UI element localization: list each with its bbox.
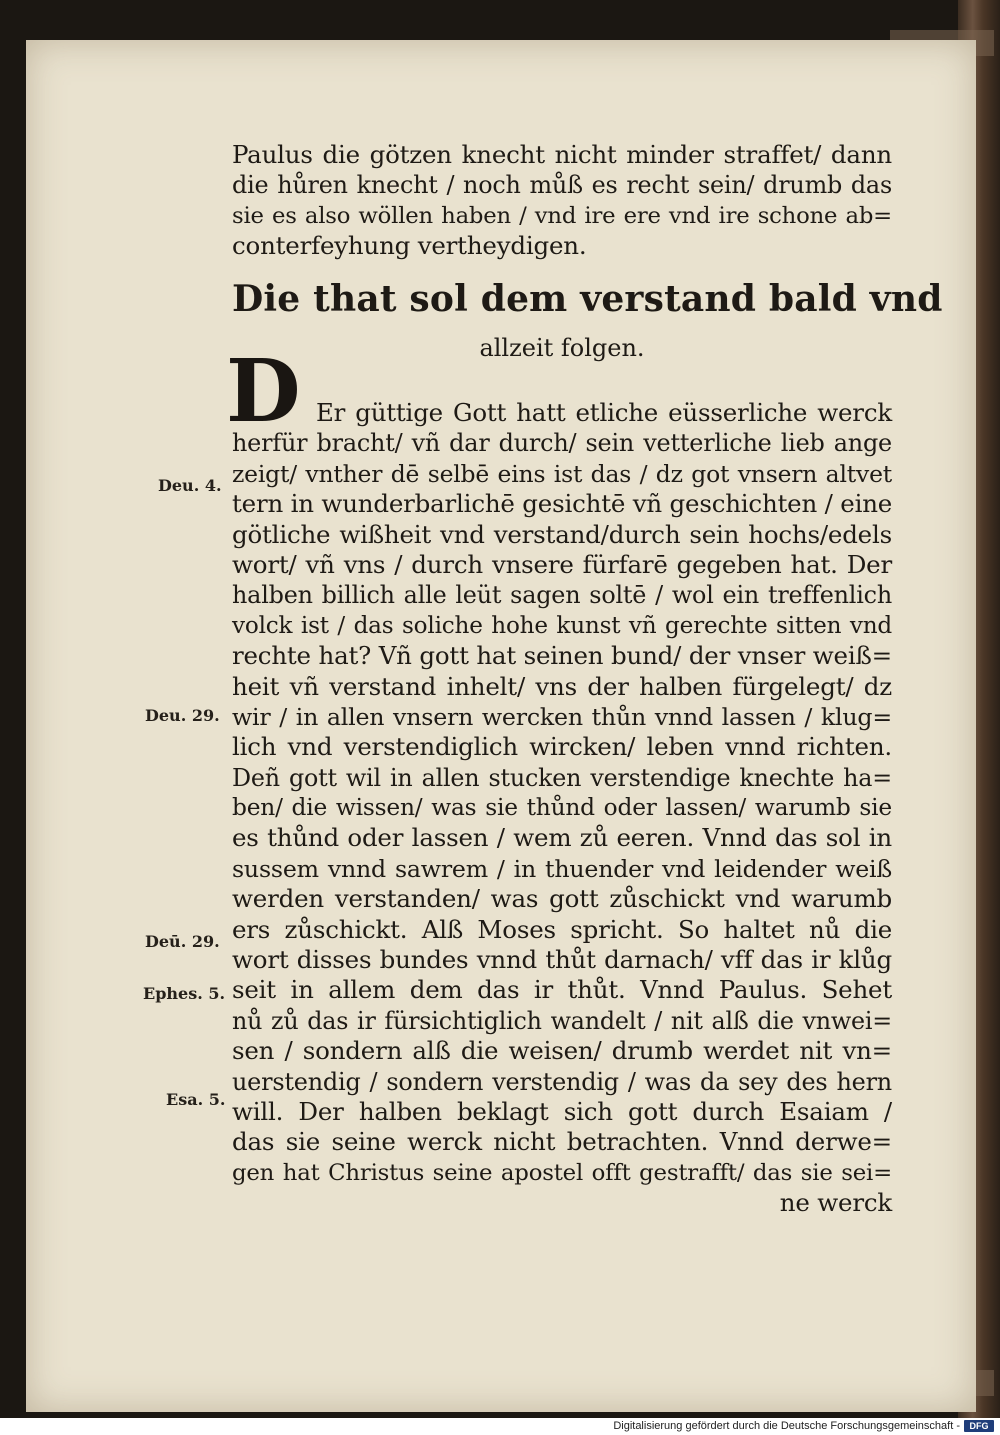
text-line: wort/ vñ vns / durch vnsere fürfarē gegeben hat. Der xyxy=(232,549,892,579)
text-line: wort disses bundes vnnd thůt darnach/ vff das ir klůg xyxy=(232,945,892,975)
text-line: Deñ gott wil in allen stucken verstendige knechte ha= xyxy=(232,763,892,792)
text-line: halben billich alle leüt sagen soltē / wol ein treffenlich xyxy=(232,581,892,610)
main-paragraph xyxy=(232,398,892,1219)
text-line: uerstendig / sondern verstendig / was da sey des hern xyxy=(232,1067,892,1096)
section-heading: Die that sol dem verstand bald vnd xyxy=(232,278,943,320)
margin-reference: Ephes. 5. xyxy=(143,984,226,1003)
text-line: werden verstanden/ was gott zůschickt vnd warumb xyxy=(232,884,892,914)
margin-reference: Deū. 29. xyxy=(145,932,220,951)
text-line: sie es also wöllen haben / vnd ire ere vnd ire schone ab= xyxy=(232,202,892,229)
funding-credit: Digitalisierung gefördert durch die Deutsche Forschungsgemeinschaft - xyxy=(613,1420,960,1432)
text-line: wir / in allen vnsern wercken thůn vnnd lassen / klug= xyxy=(232,702,892,731)
text-line: conterfeyhung vertheydigen. xyxy=(232,231,587,261)
text-line: es thůnd oder lassen / wem zů eeren. Vnnd das sol in xyxy=(232,823,892,853)
margin-reference: Esa. 5. xyxy=(166,1090,226,1109)
section-heading-continued: allzeit folgen. xyxy=(479,334,645,362)
text-line: herfür bracht/ vñ dar durch/ sein vetterliche lieb ange xyxy=(232,429,892,458)
text-line: die hůren knecht / noch můß es recht sein/ drumb das xyxy=(232,171,892,200)
text-line: ben/ die wissen/ was sie thůnd oder lassen/ warumb sie xyxy=(232,794,892,822)
text-line: volck ist / das soliche hohe kunst vñ gerechte sitten vnd xyxy=(232,612,892,639)
dfg-logo: DFG xyxy=(964,1420,994,1432)
text-line: das sie seine werck nicht betrachten. Vnnd derwe= xyxy=(232,1127,892,1157)
footer-bar xyxy=(0,1418,1000,1435)
text-line: Paulus die götzen knecht nicht minder straffet/ dann xyxy=(232,140,892,169)
text-line: will. Der halben beklagt sich gott durch Esaiam / xyxy=(232,1096,892,1126)
text-line: rechte hat? Vñ gott hat seinen bund/ der vnser weiß= xyxy=(232,641,892,671)
text-line: gen hat Christus seine apostel offt gestrafft/ das sie sei= xyxy=(232,1159,892,1186)
text-line: heit vñ verstand inhelt/ vns der halben fürgelegt/ dz xyxy=(232,671,892,701)
text-line: seit in allem dem das ir thůt. Vnnd Paulus. Sehet xyxy=(232,975,892,1005)
margin-reference: Deu. 29. xyxy=(145,706,220,725)
text-line: sussem vnnd sawrem / in thuender vnd leidender weiß xyxy=(232,854,892,883)
text-line: tern in wunderbarlichē gesichtē vñ geschichten / eine xyxy=(232,489,893,519)
drop-cap-initial: D xyxy=(226,341,301,442)
text-line: Er güttige Gott hatt etliche eüsserliche werck xyxy=(316,398,892,427)
margin-reference: Deu. 4. xyxy=(158,476,222,495)
text-line: lich vnd verstendiglich wircken/ leben vnnd richten. xyxy=(232,732,892,762)
text-line: ne werck xyxy=(779,1188,892,1218)
text-line: ers zůschickt. Alß Moses spricht. So haltet nů die xyxy=(232,914,892,944)
text-line: sen / sondern alß die weisen/ drumb werdet nit vn= xyxy=(232,1036,892,1066)
text-line: nů zů das ir fürsichtiglich wandelt / nit alß die vnwei= xyxy=(232,1006,892,1035)
top-paragraph xyxy=(232,140,892,262)
text-line: zeigt/ vnther dē selbē eins ist das / dz got vnsern altvet xyxy=(232,459,892,488)
text-line: götliche wißheit vnd verstand/durch sein hochs/edels xyxy=(232,519,892,549)
